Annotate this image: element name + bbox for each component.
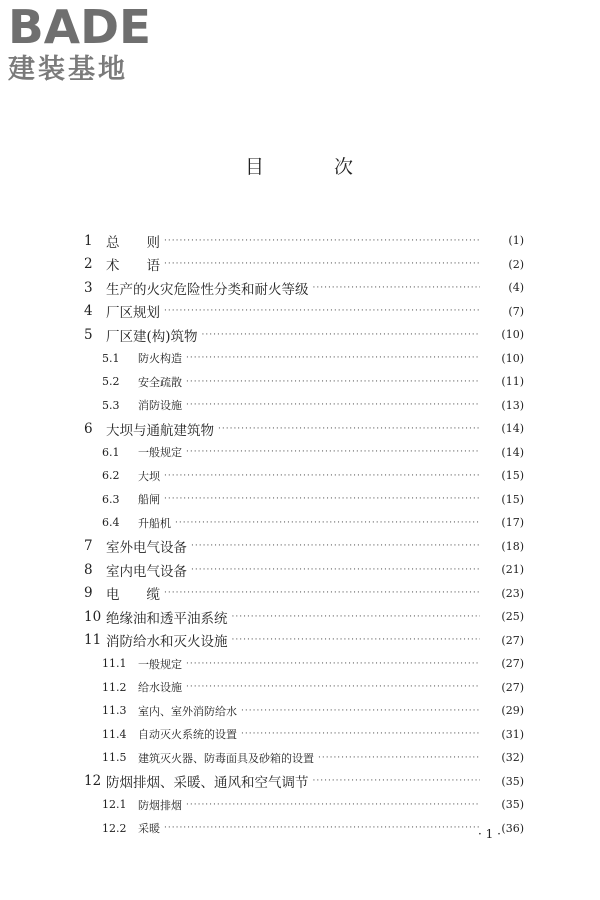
page-title (0, 152, 600, 179)
toc-entry-number: 8 (84, 561, 93, 578)
toc-entry-title: 绝缘油和透平油系统 (106, 610, 228, 627)
toc-entry-title: 大坝 (138, 469, 160, 483)
toc-entry (84, 535, 524, 559)
toc-entry-page: (23) (501, 586, 524, 600)
toc-entry (84, 511, 524, 535)
toc-entry (84, 770, 524, 794)
toc-leader-dots (241, 706, 480, 716)
toc-entry-title: 电 缆 (106, 587, 160, 604)
toc-entry (84, 629, 524, 653)
toc-entry-title: 厂区规划 (106, 305, 160, 322)
toc-entry (84, 558, 524, 582)
toc-leader-dots (218, 424, 480, 434)
toc-entry-page: (13) (501, 398, 524, 412)
toc-entry (84, 793, 524, 817)
toc-leader-dots (164, 494, 480, 504)
toc-entry-page: (11) (501, 375, 524, 389)
toc-entry-number: 11.2 (102, 680, 127, 694)
toc-entry (84, 370, 524, 394)
toc-entry-page: (14) (501, 422, 524, 436)
toc-entry-number: 2 (84, 256, 93, 273)
toc-entry-number: 11.3 (102, 704, 127, 718)
toc-entry-page: (2) (508, 257, 524, 271)
toc-entry-title: 防烟排烟、采暖、通风和空气调节 (106, 775, 309, 792)
toc-leader-dots (164, 588, 480, 598)
toc-leader-dots (232, 612, 481, 622)
toc-entry-number: 12 (84, 773, 102, 790)
toc-leader-dots (318, 753, 480, 763)
toc-entry-page: (35) (501, 798, 524, 812)
toc-entry-title: 消防给水和灭火设施 (106, 634, 228, 651)
toc-entry-page: (35) (501, 774, 524, 788)
toc-entry-title: 船闸 (138, 493, 160, 507)
toc-entry-title: 一般规定 (138, 446, 182, 460)
toc-entry-title: 安全疏散 (138, 375, 182, 389)
toc-entry-page: (25) (501, 610, 524, 624)
toc-entry-title: 大坝与通航建筑物 (106, 422, 214, 439)
toc-entry-page: (32) (501, 751, 524, 765)
toc-entry-number: 5 (84, 326, 93, 343)
toc-entry-page: (10) (501, 328, 524, 342)
toc-entry-number: 11.5 (102, 751, 127, 765)
toc-entry-number: 7 (84, 538, 93, 555)
toc-entry-page: (15) (501, 492, 524, 506)
toc-entry-title: 建筑灭火器、防毒面具及砂箱的设置 (138, 751, 314, 765)
toc-entry-page: (18) (501, 539, 524, 553)
toc-leader-dots (186, 353, 480, 363)
toc-leader-dots (313, 776, 481, 786)
toc-entry-page: (17) (501, 516, 524, 530)
toc-entry-title: 室内电气设备 (106, 563, 187, 580)
toc-leader-dots (186, 400, 480, 410)
page-number: · 1 · (478, 827, 501, 841)
toc-entry-number: 9 (84, 585, 93, 602)
toc-entry-number: 11 (84, 632, 102, 649)
toc-entry-number: 4 (84, 303, 93, 320)
toc-entry (84, 582, 524, 606)
toc-leader-dots (313, 283, 481, 293)
toc-entry-page: (29) (501, 704, 524, 718)
toc-entry (84, 488, 524, 512)
logo-subtitle: 建装基地 (8, 54, 128, 85)
toc-entry-page: (15) (501, 469, 524, 483)
toc-entry-title: 总 则 (106, 234, 160, 251)
logo-wordmark: BADE (8, 0, 152, 54)
toc-entry-page: (27) (501, 633, 524, 647)
toc-entry (84, 605, 524, 629)
toc-leader-dots (186, 377, 480, 387)
toc-entry (84, 323, 524, 347)
toc-entry-page: (4) (508, 281, 524, 295)
toc-entry-page: (21) (501, 563, 524, 577)
toc-leader-dots (164, 306, 480, 316)
toc-entry (84, 417, 524, 441)
toc-entry-number: 10 (84, 608, 102, 625)
toc-entry-number: 12.1 (102, 798, 127, 812)
toc-entry (84, 300, 524, 324)
toc-entry (84, 347, 524, 371)
toc-leader-dots (164, 471, 480, 481)
toc-entry (84, 746, 524, 770)
toc-entry-number: 6.4 (102, 516, 120, 530)
toc-entry-title: 防火构造 (138, 352, 182, 366)
toc-entry-title: 室内、室外消防给水 (138, 704, 237, 718)
toc-entry-title: 室外电气设备 (106, 540, 187, 557)
toc-entry-title: 自动灭火系统的设置 (138, 728, 237, 742)
toc-entry (84, 464, 524, 488)
toc-entry (84, 723, 524, 747)
toc-entry-number: 6.3 (102, 492, 120, 506)
toc-entry-title: 升船机 (138, 516, 171, 530)
toc-entry-page: (31) (501, 727, 524, 741)
toc-leader-dots (241, 729, 480, 739)
toc-entry-title: 一般规定 (138, 657, 182, 671)
toc-entry-title: 厂区建(构)筑物 (106, 328, 198, 345)
toc-leader-dots (164, 236, 480, 246)
title-part2: 次 (334, 156, 356, 178)
toc-leader-dots (175, 518, 480, 528)
toc-leader-dots (186, 682, 480, 692)
toc-entry-page: (36) (501, 821, 524, 835)
toc-leader-dots (164, 823, 480, 833)
toc-entry-number: 6.2 (102, 469, 120, 483)
toc-leader-dots (186, 447, 480, 457)
table-of-contents (84, 229, 524, 840)
toc-leader-dots (186, 800, 480, 810)
toc-entry-number: 5.2 (102, 375, 120, 389)
toc-entry-number: 6 (84, 420, 93, 437)
toc-entry-number: 11.1 (102, 657, 127, 671)
toc-entry-page: (10) (501, 351, 524, 365)
toc-entry-title: 消防设施 (138, 399, 182, 413)
toc-entry-title: 生产的火灾危险性分类和耐火等级 (106, 281, 309, 298)
toc-leader-dots (232, 635, 481, 645)
toc-leader-dots (202, 330, 480, 340)
toc-leader-dots (191, 565, 480, 575)
toc-entry (84, 394, 524, 418)
bade-logo (8, 2, 178, 86)
toc-entry (84, 817, 524, 841)
toc-entry-number: 6.1 (102, 445, 120, 459)
toc-entry-title: 采暖 (138, 822, 160, 836)
toc-entry-number: 12.2 (102, 821, 127, 835)
toc-entry (84, 699, 524, 723)
toc-leader-dots (191, 541, 480, 551)
toc-entry (84, 652, 524, 676)
toc-entry-page: (7) (508, 304, 524, 318)
toc-entry-number: 5.3 (102, 398, 120, 412)
toc-leader-dots (164, 259, 480, 269)
toc-entry (84, 441, 524, 465)
toc-entry-page: (27) (501, 657, 524, 671)
toc-entry-number: 3 (84, 279, 93, 296)
toc-entry-title: 给水设施 (138, 681, 182, 695)
toc-entry-number: 1 (84, 232, 93, 249)
toc-entry (84, 676, 524, 700)
toc-entry (84, 253, 524, 277)
toc-entry-title: 术 语 (106, 258, 160, 275)
toc-entry (84, 276, 524, 300)
toc-entry (84, 229, 524, 253)
toc-entry-page: (14) (501, 445, 524, 459)
toc-entry-page: (27) (501, 680, 524, 694)
toc-leader-dots (186, 659, 480, 669)
toc-entry-title: 防烟排烟 (138, 798, 182, 812)
toc-entry-number: 5.1 (102, 351, 120, 365)
toc-entry-page: (1) (508, 234, 524, 248)
title-part1: 目 (244, 156, 266, 178)
toc-entry-number: 11.4 (102, 727, 127, 741)
